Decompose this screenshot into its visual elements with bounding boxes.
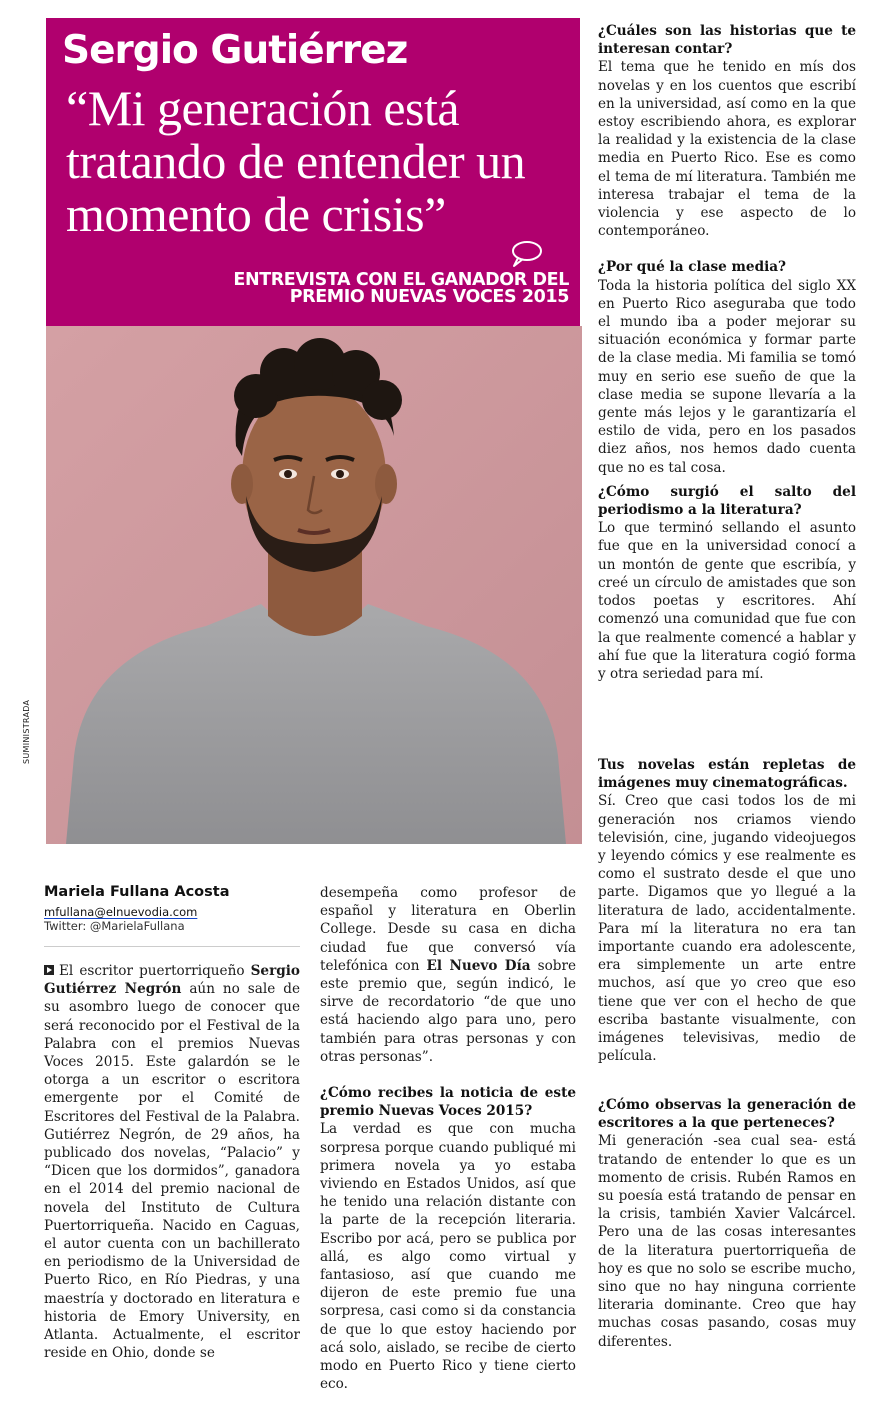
intro-continuation (320, 884, 576, 1066)
answer-2: El tema que he tenido en mís dos novelas y en los cuentos que escribí en la universidad, así como en la que estoy escribiendo ahora, es explorar la realidad y la existencia de la clase media en Puerto Rico. Ese es como el tema de mí literatura. También me interesa trabajar el tema de la violencia y ese aspecto de lo contemporáneo. (598, 59, 856, 240)
article-column-3-top (598, 22, 856, 683)
intro-cont-a: desempeña como profesor de español y literatura en Oberlin College. Desde su casa en dicha ciudad fue que conversó vía telefónica con (320, 885, 576, 974)
headline-quote: “Mi generación está tratando de entender un momento de crisis” (66, 80, 526, 242)
lead-bold-name: Sergio Gutiérrez Negrón (44, 963, 300, 998)
lead-intro: El escritor puertorriqueño (59, 963, 245, 979)
author-twitter: Twitter: @MarielaFullana (44, 919, 185, 933)
article-column-2 (320, 884, 576, 1393)
article-column-1 (44, 962, 300, 1362)
lead-rest: aún no sale de su asombro luego de conocer que será reconocido por el Festival de la Palabra con el premios Nuevas Voces 2015. Este galardón se le otorga a un escritor o escritora emergente por el Comité de Escritores del Festival de la Palabra. Gutiérrez Negrón, de 29 años, ha publicado dos novelas, “Palacio” y “Dicen que los dormidos”, ganadora en el 2014 del premio nacional de novela del Instituto de Cultura Puertorriqueña. Nacido en Caguas, el autor cuenta con un bachillerato en periodismo de la Universidad de Puerto Rico, en Río Piedras, y una maestría y doctorado en literatura e historia de Emory University, en Atlanta. Actualmente, el escritor reside en Ohio, donde se (44, 981, 300, 1362)
question-6: ¿Cómo observas la generación de escritores a la que perteneces? (598, 1097, 856, 1132)
question-3: ¿Por qué la clase media? (598, 259, 787, 276)
play-arrow-icon (44, 965, 54, 975)
answer-6: Mi generación -sea cual sea- está tratando de entender lo que es un momento de crisis. Rubén Ramos en su poesía está tratando de pensar en la crisis, también Xavier Valcárcel. Pero una de las cosas interesantes de la literatura puertorriqueña de hoy es que no solo se escribe mucho, sino que no hay ninguna corriente literaria dominante. Creo que hay muchas cosas pasando, cosas muy diferentes. (598, 1133, 856, 1350)
subtitle-line-2: PREMIO NUEVAS VOCES 2015 (289, 287, 569, 307)
author-email-link[interactable]: mfullana@elnuevodia.com (44, 905, 198, 919)
article-column-3-middle (598, 756, 856, 1065)
intro-cont-b: sobre este premio que, según indicó, le sirve de recordatorio “de que uno está haciendo algo para uno, pero también para otras personas y con otras personas”. (320, 957, 576, 1065)
subtitle-line-1: ENTREVISTA CON EL GANADOR DEL (233, 270, 569, 290)
portrait-illustration (46, 326, 582, 844)
author-name: Mariela Fullana Acosta (44, 884, 230, 900)
speech-bubble-icon (509, 240, 543, 270)
photo-credit: SUMINISTRADA (22, 699, 31, 764)
answer-5: Sí. Creo que casi todos los de mi generación nos criamos viendo televisión, cine, jugando videojuegos y leyendo cómics y ese realmente es como el sustrato desde el que uno parte. Digamos que yo llegué a la literatura de lado, accidentalmente. Para mí la literatura no era tan importante cuando era adolescente, era simplemente un arte entre muchos, así que yo creo que eso tiene que ver con el hecho de que escriba bastante visualmente, con imágenes televisivas, medio de película. (598, 793, 856, 1065)
answer-1: La verdad es que con mucha sorpresa porque cuando publiqué mi primera novela ya yo estaba viviendo en Estados Unidos, así que he tenido una relación distante con la parte de la recepción literaria. Escribo por acá, pero se publica por allá, es algo como virtual y fantasioso, así que cuando me dijeron de este premio fue una sorpresa, casi como si da constancia de que lo que estoy haciendo por acá solo, aislado, se recibe de cierto modo en Puerto Rico y tiene cierto eco. (320, 1121, 576, 1393)
question-2: ¿Cuáles son las historias que te interesan contar? (598, 23, 856, 58)
portrait-photo (46, 326, 582, 844)
question-4: ¿Cómo surgió el salto del periodismo a la literatura? (598, 483, 856, 519)
article-column-3-bottom (598, 1096, 856, 1351)
answer-3: Toda la historia política del siglo XX en Puerto Rico aseguraba que todo el mundo iba a poder mejorar su situación económica y formar parte de la clase media. Mi familia se tomó muy en serio ese sueño de que la clase media se supone llevaría a la gente más lejos y le garantizaría el estilo de vida, pero en los pasados diez años, nos hemos dado cuenta que no es tal cosa. (598, 277, 856, 476)
answer-4: Lo que terminó sellando el asunto fue que en la universidad conocí a un montón de gente que escribía, y creé un círculo de amistades que son todos poetas y escritores. Ahí comenzó una comunidad que fue con la que realmente comencé a hablar y ahí fue que la literatura cogió forma y otra seriedad para mí. (598, 520, 856, 682)
newspaper-name: El Nuevo Día (426, 957, 531, 974)
interviewee-name: Sergio Gutiérrez (62, 28, 408, 73)
question-1: ¿Cómo recibes la noticia de este premio Nuevas Voces 2015? (320, 1085, 576, 1120)
question-5: Tus novelas están repletas de imágenes muy cinematográficas. (598, 757, 856, 792)
headline-subtitle (233, 272, 569, 306)
byline-divider (44, 946, 300, 947)
lead-paragraph (44, 962, 300, 1362)
